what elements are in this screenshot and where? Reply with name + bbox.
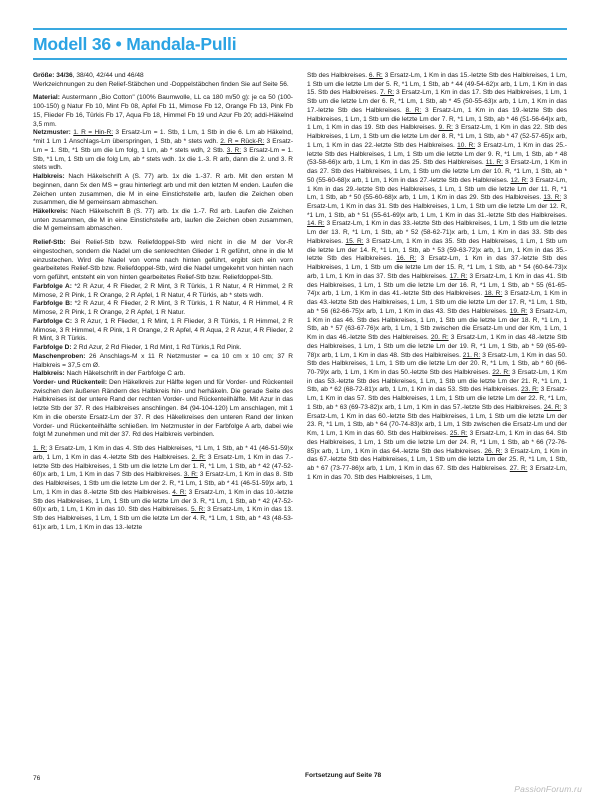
material-paragraph xyxy=(33,94,293,129)
row-text: 3 Ersatz-Lm, 1 Km in das 46. Stb des Halbkreises, 1 Lm, 1 Stb um die letzte Lm der 18. R, *1 Lm, 1 Stb, ab * 57 (63-67-76)x arb, 1 Lm, 1 Stb zwischen die Ersatz-Lm und der Km, 1 Lm, 1 Km in das 46.-letzte Stb des Halbkreises. xyxy=(307,307,567,342)
row-number: 11. R: xyxy=(485,159,503,167)
maschenproben-label: Maschenproben: xyxy=(33,352,86,360)
row-text: 3 Ersatz-Lm, 1 Km in das 13. Stb des Halbkreises, 1 Lm, 1 Stb um die letzte Lm der 4. R, *1 Lm, 1 Stb, ab * 43 (48-53-61)x arb, 1 Lm, 1 Km in das 13.-letzte xyxy=(33,506,293,531)
watermark: PassionForum.ru xyxy=(514,784,582,794)
row-number: 20. R: xyxy=(430,334,449,342)
row-text: 3 Ersatz-Lm, 1 Km in das 22. Stb des Halbkreises, 1 Lm, 1 Stb um die letzte Lm der 8. R, *1 Lm, 1 Stb, ab * 47 (52-57-65)x arb, 1 Lm, 1 Km in das 22.-letzte Stb des Halbkreises. xyxy=(307,124,568,149)
row-number: 7. R: xyxy=(380,89,395,97)
relief-stb-paragraph xyxy=(33,239,293,283)
row-number: 5. R: xyxy=(190,506,206,514)
row-number: 13. R: xyxy=(543,194,562,202)
netzmuster-paragraph xyxy=(33,129,293,173)
farbfolge-d-text: 2 Rd Azur, 2 Rd Flieder, 1 Rd Mint, 1 Rd Türkis,1 Rd Pink. xyxy=(73,344,242,352)
row-number: 19. R: xyxy=(509,307,528,315)
row-text: 3 Ersatz-Lm, 1 Km in das 25.-letzte Stb des Halbkreises, 1 Lm, 1 Stb um die letzte Lm der 9. R, *1 Lm, 1 Stb, ab * 48 (53-58-66)x arb, 1 Lm, 1 Km in das 25. Stb des Halbkreises. xyxy=(307,141,567,167)
halbkreis-label: Halbkreis: xyxy=(33,173,65,181)
row-number: 9. R: xyxy=(438,124,453,132)
netzmuster-row-3-text: 3 Ersatz-Lm = 1. Stb, *1 Lm, 1 Stb um die folg Lm, ab * stets wdh. 1x die 1.-3. R arb, dann die 2. und 3. R stets wdh. xyxy=(33,146,293,172)
continued-lead-text: Stb des Halbkreises. xyxy=(307,72,369,79)
row-number: 14. R: xyxy=(307,220,325,228)
row-number: 18. R: xyxy=(484,290,503,298)
netzmuster-row-3-label: 3. R: xyxy=(226,146,242,154)
article-columns xyxy=(33,72,567,772)
material-text: Austermann „Bio Cotton" (100% Baumwolle, LL ca 180 m/50 g): je ca 50 (100-100-150) g Natur Fb 10, Mint Fb 08, Apfel Fb 11, Mimose Fb 12, Orange Fb 13, Pink Fb 15, Flieder Fb 16, Türkis Fb 17, Aqua Fb 18, Himmel Fb 19 und Azur Fb 20; addi-Häkelnd 3,5 mm. xyxy=(33,94,293,128)
row-number: 16. R: xyxy=(396,255,417,263)
page-title: Modell 36 • Mandala-Pulli xyxy=(33,34,237,54)
vorder-ruecken-text: Den Häkelkreis zur Hälfte legen und für Vorder- und Rückenteil zwischen den äußeren Rändern des Halbkreis hin- und herhäkeln. Die gerade Seite des Halbkreises ist der untere Rand der rechten Vorder- und Rückenteilhälfte. Mit Azur in das letzte Stb der 37. R des Halbkreises anschlingen. 84 (94-104-120) Lm anschlagen, mit 1 Km in die oberste Ersatz-Lm der 37. R des Häkelkreises den unteren Rand der linken Vorder- und Rückenteilhälfte schließen. Im Netzmuster in der Farbfolge A arb, dabei wie folgt M zunehmen und mit der 37. Rd des Halbkreis verbinden. xyxy=(33,378,293,439)
row-number: 21. R: xyxy=(462,351,481,359)
farbfolge-c-text: 3 R Azur, 1 R Flieder, 1 R Mint, 1 R Flieder, 3 R Türkis, 1 R Himmel, 2 R Mimose, 3 R Himmel, 4 R Pink, 1 R Orange, 2 R Apfel, 4 R Aqua, 2 R Azur, 4 R Flieder, 2 R Mint, 3 R Türkis. xyxy=(33,317,293,343)
row-number: 6. R: xyxy=(368,72,383,79)
row-number: 25. R: xyxy=(449,430,468,438)
maschenproben-text: 26 Anschlags-M x 11 R Netzmuster = ca 10 cm x 10 cm; 37 R Halbkreis = 37,5 cm Ø. xyxy=(33,352,293,369)
left-column xyxy=(33,72,293,772)
netzmuster-row-1-label: 1. R = Hin-R: xyxy=(73,129,114,137)
material-label: Material: xyxy=(33,94,60,102)
farbfolge-a-text: *2 R Azur, 4 R Flieder, 2 R Mint, 3 R Türkis, 1 R Natur, 4 R Himmel, 2 R Mimose, 2 R Pink, 1 R Orange, 2 R Apfel, 1 R Natur, 4 R Türkis, ab * stets wdh. xyxy=(33,282,293,299)
row-text: 3 Ersatz-Lm, 1 Km in das 53.-letzte Stb des Halbkreises, 1 Lm, 1 Stb um die letzte Lm der 21. R, *1 Lm, 1 Stb, ab * 62 (68-72-81)x arb, 1 Lm, 1 Km in das 53. Stb des Halbkreises. xyxy=(307,368,567,394)
halbkreis-farbfolge-text: Nach Häkelschrift in der Farbfolge C arb. xyxy=(66,370,186,378)
row-text: 3 Ersatz-Lm, 1 Km in das 70. Stb des Halbkreises, 1 Lm, xyxy=(307,465,567,481)
row-text: 3 Ersatz-Lm, 1 Km in das 60.-letzte Stb des Halbkreises, 1 Lm, 1 Stb um die letzte Lm der 23. R, *1 Lm, 1 Stb, ab * 64 (70-74-83)x arb, 1 Lm, 1 Stb zwischen die Ersatz-Lm und der Km, 1 Lm, 1 Km in das 60. Stb des Halbkreises. xyxy=(307,403,567,438)
halbkreis-farbfolge-paragraph xyxy=(33,370,293,379)
row-number: 22. R: xyxy=(492,368,510,376)
farbfolge-a-paragraph xyxy=(33,283,293,300)
row-text: 3 Ersatz-Lm, 1 Km in das 64. Stb des Halbkreises, 1 Lm, 1 Stb um die letzte Lm der 24. R, *1 Lm, 1 Stb, ab * 66 (72-76-85)x arb, 1 Lm, 1 Km in das 64.-letzte Stb des Halbkreises. xyxy=(307,430,567,455)
row-text: 3 Ersatz-Lm, 1 Km in das 35. Stb des Halbkreises, 1 Lm, 1 Stb um die letzte Lm der 14. R, *1 Lm, 1 Stb, ab * 53 (59-63-72)x arb, 1 Lm, 1 Km in das 35.-letzte Stb des Halbkreises. xyxy=(307,237,567,263)
row-number: 1. R: xyxy=(33,445,48,453)
farbfolge-a-label: Farbfolge A: xyxy=(33,282,72,290)
size-value-primary: 34/36 xyxy=(56,72,73,79)
header-rule-bottom xyxy=(33,58,567,60)
continuation-note: Fortsetzung auf Seite 78 xyxy=(305,772,382,779)
row-number: 2. R: xyxy=(191,453,206,461)
page-header xyxy=(33,28,567,60)
farbfolge-d-paragraph xyxy=(33,344,293,353)
netzmuster-row-2-text: 3 Ersatz-Lm = 1. Stb, *1 Stb um die Lm folg, 1 Lm, ab * stets wdh, 2 Stb. xyxy=(33,138,293,154)
haekelkreis-paragraph xyxy=(33,208,293,234)
right-row-instructions xyxy=(307,72,567,483)
row-text: 3 Ersatz-Lm, 1 Km in das 10.-letzte Stb des Halbkreises, 1 Lm, 1 Stb um die letzte Lm der 3. R, *1 Lm, 1 Stb, ab * 42 (47-52-60)x arb, 1 Lm, 1 Km in das 10. Stb des Halbkreises. xyxy=(33,488,293,514)
left-row-instructions xyxy=(33,445,293,532)
halbkreis-farbfolge-label: Halbkreis: xyxy=(33,370,65,378)
row-text: 3 Ersatz-Lm, 1 Km in das 8. Stb des Halbkreises, 1 Stb um die letzte Lm der 2. R, *1 Lm, 1 Stb, ab * 41 (46-51-59)x arb, 1 Lm, 1 Km in das 8.-letzte Stb des Halbkreises. xyxy=(33,471,293,496)
vorder-ruecken-paragraph xyxy=(33,379,293,440)
row-text: 3 Ersatz-Lm, 1 Km in das 19.-letzte Stb des Halbkreises, 1 Lm, 1 Stb um die letzte Lm der 7. R, *1 Lm, 1 Stb, ab * 46 (51-56-64)x arb, 1 Lm, 1 Km in das 19. Stb des Halbkreises. xyxy=(307,106,568,132)
halbkreis-paragraph xyxy=(33,173,293,208)
maschenproben-paragraph xyxy=(33,353,293,370)
row-number: 27. R: xyxy=(509,465,528,473)
netzmuster-row-1-text: 3 Ersatz-Lm = 1. Stb, 1 Lm, 1 Stb in die 6. Lm ab Häkelnd, *mit 1 Lm 1 Anschlags-Lm überspringen, 1 Stb, ab * stets wdh. xyxy=(33,129,293,146)
farbfolge-c-paragraph xyxy=(33,318,293,344)
row-text: 3 Ersatz-Lm, 1 Km in das 15.-letzte Stb des Halbkreises, 1 Lm, 1 Stb um die letzte Lm der 5. R, *1 Lm, 1 Stb, ab * 44 (49-54-62)x arb, 1 Lm, 1 Km in das 15. Stb des Halbkreises. xyxy=(307,72,567,97)
row-text: 3 Ersatz-Lm, 1 Km in das 37.-letzte Stb des Halbkreises, 1 Lm, 1 Stb um die letzte Lm der 15. R, *1 Lm, 1 Stb, ab * 54 (60-64-73)x arb, 1 Lm, 1 Km in das 37. Stb des Halbkreises. xyxy=(307,255,567,280)
halbkreis-text: Nach Häkelschrift A (S. 77) arb. 1x die 1.-37. R arb. Mit den ersten M beginnen, dann 5x den MS = grau hinterlegt arb und mit den letzten M enden. Laufen die Zeichen unten zusammen, die M in eine Einstichstelle arb, laufen die Zeichen oben zusammen, die M gemeinsam abmaschen. xyxy=(33,173,294,207)
vorder-ruecken-label: Vorder- und Rückenteil: xyxy=(33,378,108,386)
relief-stb-text: Bei Relief-Stb bzw. Reliefdoppel-Stb wird nicht in die M der Vor-R eingestochen, sondern die Nadel um die senkrechten Glieder 1 R geführt, ohne in die M einzustechen. Wird die Nadel von vorne nach hinten geführt, ergibt sich ein vorn gearbeitetes Relief-Stb bzw. Reliefdoppel-Stb, wird die Nadel umgekehrt von hinten nach vorn geführt, entsteht ein von hinten gearbeitetes Relief-Stb bzw. Reliefdoppel-Stb. xyxy=(33,239,294,282)
farbfolge-d-label: Farbfolge D: xyxy=(33,344,72,352)
row-text: 3 Ersatz-Lm, 1 Km in das 17. Stb des Halbkreises, 1 Lm, 1 Stb um die letzte Lm der 6. R, *1 Lm, 1 Stb, ab * 45 (50-55-63)x arb, 1 Lm, 1 Km in das 17.-letzte Stb des Halbkreises. xyxy=(307,89,568,114)
haekelkreis-text: Nach Häkelschrift B (S. 77) arb. 1x die 1.-7. Rd arb. Laufen die Zeichen unten zusammen, die M in eine Einstichstelle arb, laufen die Zeichen oben zusammen, die M gemeinsam abmaschen. xyxy=(33,208,293,233)
row-text: 3 Ersatz-Lm, 1 Km in das 41. Stb des Halbkreises, 1 Lm, 1 Stb um die letzte Lm der 16. R, *1 Lm, 1 Stb, ab * 55 (61-65-74)x arb, 1 Lm, 1 Km in das 41.-letzte Stb des Halbkreises. xyxy=(307,272,568,298)
row-number: 15. R: xyxy=(345,237,364,245)
row-number: 12. R: xyxy=(510,176,528,184)
size-paragraph xyxy=(33,72,293,81)
row-number: 10. R: xyxy=(457,141,476,149)
size-label: Größe: xyxy=(33,72,55,79)
row-number: 26. R: xyxy=(484,447,503,455)
row-text: 3 Ersatz-Lm, 1 Km in das 31. Stb des Halbkreises, 1 Lm, 1 Stb um die letzte Lm der 12. R, *1 Lm, 1 Stb, ab * 51 (55-61-69)x arb, 1 Lm, 1 Km in das 31.-letzte Stb des Halbkreises. xyxy=(307,194,567,219)
haekelkreis-label: Häkelkreis: xyxy=(33,208,68,216)
farbfolge-b-paragraph xyxy=(33,300,293,317)
row-number: 4. R: xyxy=(172,488,187,496)
row-text: 3 Ersatz-Lm, 1 Km in das 50. Stb des Halbkreises, 1 Lm, 1 Stb um die letzte Lm der 20. R, *1 Lm, 1 Stb, ab * 60 (66-70-79)x arb, 1 Lm, 1 Km in das 50.-letzte Stb des Halbkreises. xyxy=(307,351,567,376)
page-number: 76 xyxy=(33,775,41,782)
row-text: 3 Ersatz-Lm, 1 Km in das 48.-letzte Stb des Halbkreises, 1 Lm, 1 Stb um die letzte Lm der 19. R, *1 Lm, 1 Stb, ab * 59 (65-69-78)x arb, 1 Lm, 1 Km in das 48. Stb des Halbkreises. xyxy=(307,334,567,359)
row-text: 3 Ersatz-Lm, 1 Km in das 57. Stb des Halbkreises, 1 Lm, 1 Stb um die letzte Lm der 22. R, *1 Lm, 1 Stb, ab * 63 (69-73-82)x arb, 1 Lm, 1 Km in das 57.-letzte Stb des Halbkreises. xyxy=(307,386,567,411)
farbfolge-c-label: Farbfolge C: xyxy=(33,317,73,325)
netzmuster-row-2-label: 2. R = Rück-R: xyxy=(220,138,265,146)
row-text: 3 Ersatz-Lm, 1 Km in das 67.-letzte Stb des Halbkreises, 1 Lm, 1 Stb um die letzte Lm der 25. R, *1 Lm, 1 Stb, ab * 67 (73-77-86)x arb, 1 Lm, 1 Km in das 67. Stb des Halbkreises. xyxy=(307,447,567,473)
farbfolge-b-text: *2 R Azur, 4 R Flieder, 2 R Mint, 3 R Türkis, 1 R Natur, 4 R Himmel, 4 R Mimose, 2 R Pink, 1 R Orange, 2 R Apfel, 1 R Natur. xyxy=(33,300,294,317)
row-text: 3 Ersatz-Lm, 1 Km in das 33.-letzte Stb des Halbkreises, 1 Lm, 1 Stb um die letzte Lm der 13. R, *1 Lm, 1 Stb, ab * 52 (58-62-71)x arb, 1 Lm, 1 Km in das 33. Stb des Halbkreises. xyxy=(307,220,567,245)
right-column xyxy=(307,72,567,772)
row-number: 17. R: xyxy=(449,272,468,280)
size-note: Werkzeichnungen zu den Relief-Stäbchen und -Doppelstäbchen finden Sie auf Seite 56. xyxy=(33,80,289,88)
row-text: 3 Ersatz-Lm, 1 Km in das 29.-letzte Stb des Halbkreises, 1 Lm, 1 Stb um die letzte Lm der 11. R, *1 Lm, 1 Stb, ab * 50 (55-60-68)x arb, 1 Lm, 1 Km in das 29. Stb des Halbkreises. xyxy=(307,176,567,202)
row-text: 3 Ersatz-Lm, 1 Km in das 4. Stb des Halbkreises, *1 Lm, 1 Stb, ab * 41 (46-51-59)x arb, 1 Lm, 1 Km in das 4.-letzte Stb des Halbkreises. xyxy=(33,445,293,461)
row-text: 3 Ersatz-Lm, 1 Km in das 7.-letzte Stb des Halbkreises, 1 Stb um die letzte Lm der 1. R, *1 Lm, 1 Stb, ab * 42 (47-52-60)x arb, 1 Lm, 1 Km in das 7 Stb des Halbkreises. xyxy=(33,453,293,479)
row-number: 24. R: xyxy=(543,403,562,411)
size-value-rest: , 38/40, 42/44 und 46/48 xyxy=(72,72,144,79)
farbfolge-b-label: Farbfolge B: xyxy=(33,300,73,308)
row-number: 23. R: xyxy=(521,386,539,394)
row-text: 3 Ersatz-Lm, 1 Km in das 27. Stb des Halbkreises, 1 Lm, 1 Stb um die letzte Lm der 10. R, *1 Lm, 1 Stb, ab * 50 (55-60-68)x arb, 1 Lm, 1 Km in das 27.-letzte Stb des Halbkreises. xyxy=(307,159,567,184)
netzmuster-label: Netzmuster: xyxy=(33,129,71,137)
row-number: 3. R: xyxy=(183,471,198,479)
row-text: 3 Ersatz-Lm, 1 Km in das 43.-letzte Stb des Halbkreises, 1 Lm, 1 Stb um die letzte Lm der 17. R, *1 Lm, 1 Stb, ab * 56 (62-66-75)x arb, 1 Lm, 1 Km in das 43. Stb des Halbkreises. xyxy=(307,290,567,315)
row-number: 8. R: xyxy=(405,106,422,114)
relief-stb-label: Relief-Stb: xyxy=(33,239,66,247)
